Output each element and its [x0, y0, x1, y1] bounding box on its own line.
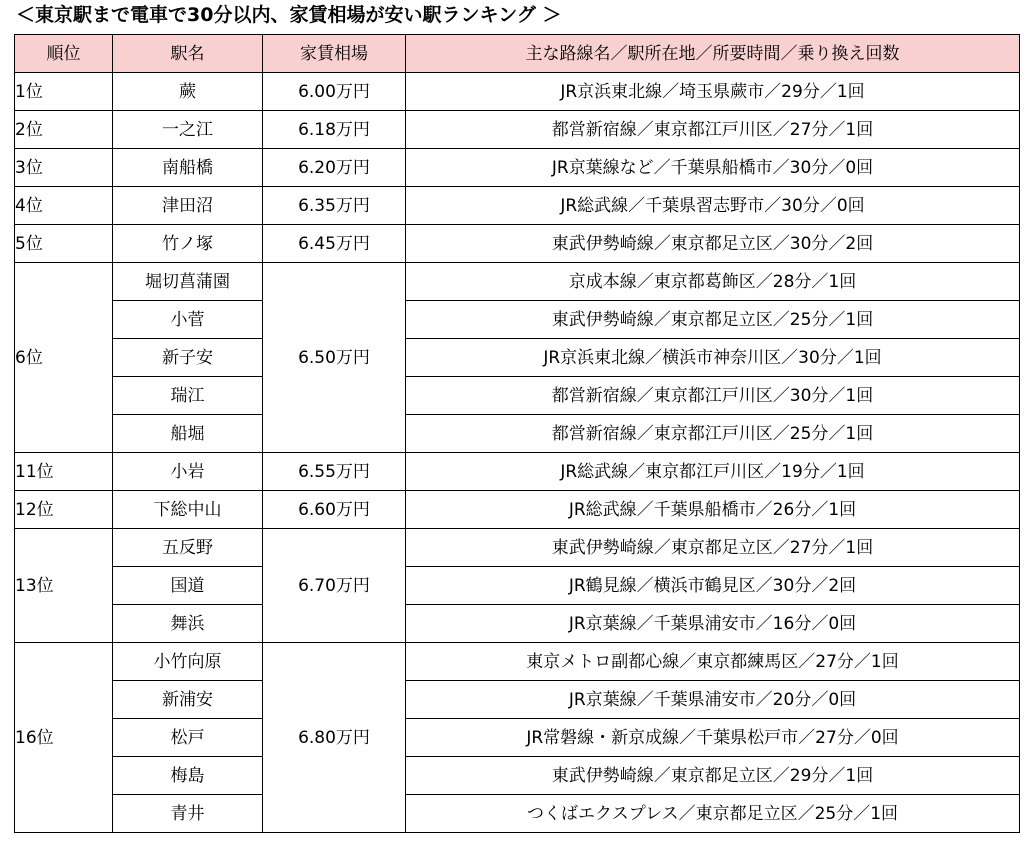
route-info-cell: つくばエクスプレス／東京都足立区／25分／1回	[406, 795, 1020, 833]
station-name-cell: 新子安	[113, 339, 263, 377]
header-station: 駅名	[113, 35, 263, 73]
table-row	[15, 681, 1020, 719]
route-info-cell: 都営新宿線／東京都江戸川区／30分／1回	[406, 377, 1020, 415]
table-row	[15, 415, 1020, 453]
header-rank: 順位	[15, 35, 113, 73]
rent-cell: 6.45万円	[263, 225, 406, 263]
table-row	[15, 149, 1020, 187]
ranking-body	[15, 73, 1020, 833]
rank-cell: 6位	[15, 263, 113, 453]
station-name-cell: 小菅	[113, 301, 263, 339]
rent-cell: 6.20万円	[263, 149, 406, 187]
rent-cell: 6.60万円	[263, 491, 406, 529]
route-info-cell: JR京葉線／千葉県浦安市／16分／0回	[406, 605, 1020, 643]
table-row	[15, 225, 1020, 263]
table-row	[15, 719, 1020, 757]
rent-cell: 6.55万円	[263, 453, 406, 491]
route-info-cell: JR総武線／千葉県船橋市／26分／1回	[406, 491, 1020, 529]
route-info-cell: 都営新宿線／東京都江戸川区／27分／1回	[406, 111, 1020, 149]
table-row	[15, 529, 1020, 567]
rent-cell: 6.50万円	[263, 263, 406, 453]
rent-cell: 6.80万円	[263, 643, 406, 833]
rank-cell: 16位	[15, 643, 113, 833]
table-row	[15, 795, 1020, 833]
station-name-cell: 一之江	[113, 111, 263, 149]
station-name-cell: 瑞江	[113, 377, 263, 415]
table-row	[15, 339, 1020, 377]
station-name-cell: 梅島	[113, 757, 263, 795]
rent-cell: 6.00万円	[263, 73, 406, 111]
station-name-cell: 下総中山	[113, 491, 263, 529]
station-name-cell: 津田沼	[113, 187, 263, 225]
rank-cell: 1位	[15, 73, 113, 111]
rent-cell: 6.70万円	[263, 529, 406, 643]
station-name-cell: 舞浜	[113, 605, 263, 643]
route-info-cell: 京成本線／東京都葛飾区／28分／1回	[406, 263, 1020, 301]
rank-cell: 3位	[15, 149, 113, 187]
table-row	[15, 111, 1020, 149]
station-name-cell: 南船橋	[113, 149, 263, 187]
station-name-cell: 小岩	[113, 453, 263, 491]
table-row	[15, 73, 1020, 111]
route-info-cell: 東武伊勢崎線／東京都足立区／27分／1回	[406, 529, 1020, 567]
route-info-cell: JR京葉線／千葉県浦安市／20分／0回	[406, 681, 1020, 719]
route-info-cell: JR常磐線・新京成線／千葉県松戸市／27分／0回	[406, 719, 1020, 757]
station-name-cell: 松戸	[113, 719, 263, 757]
page-title: ＜東京駅まで電車で30分以内、家賃相場が安い駅ランキング ＞	[16, 4, 562, 26]
station-name-cell: 小竹向原	[113, 643, 263, 681]
table-row	[15, 643, 1020, 681]
table-row	[15, 605, 1020, 643]
station-name-cell: 堀切菖蒲園	[113, 263, 263, 301]
rank-cell: 4位	[15, 187, 113, 225]
route-info-cell: JR京浜東北線／埼玉県蕨市／29分／1回	[406, 73, 1020, 111]
route-info-cell: JR総武線／千葉県習志野市／30分／0回	[406, 187, 1020, 225]
station-name-cell: 竹ノ塚	[113, 225, 263, 263]
rent-cell: 6.18万円	[263, 111, 406, 149]
rank-cell: 2位	[15, 111, 113, 149]
ranking-table	[14, 34, 1020, 833]
route-info-cell: 東武伊勢崎線／東京都足立区／30分／2回	[406, 225, 1020, 263]
route-info-cell: JR鶴見線／横浜市鶴見区／30分／2回	[406, 567, 1020, 605]
route-info-cell: 東京メトロ副都心線／東京都練馬区／27分／1回	[406, 643, 1020, 681]
table-row	[15, 491, 1020, 529]
table-row	[15, 263, 1020, 301]
station-name-cell: 国道	[113, 567, 263, 605]
station-name-cell: 新浦安	[113, 681, 263, 719]
rank-cell: 12位	[15, 491, 113, 529]
table-row	[15, 301, 1020, 339]
route-info-cell: JR京浜東北線／横浜市神奈川区／30分／1回	[406, 339, 1020, 377]
header-rent: 家賃相場	[263, 35, 406, 73]
station-name-cell: 船堀	[113, 415, 263, 453]
rank-cell: 13位	[15, 529, 113, 643]
rank-cell: 11位	[15, 453, 113, 491]
rent-cell: 6.35万円	[263, 187, 406, 225]
station-name-cell: 青井	[113, 795, 263, 833]
route-info-cell: JR総武線／東京都江戸川区／19分／1回	[406, 453, 1020, 491]
station-name-cell: 五反野	[113, 529, 263, 567]
table-row	[15, 453, 1020, 491]
route-info-cell: 都営新宿線／東京都江戸川区／25分／1回	[406, 415, 1020, 453]
table-row	[15, 757, 1020, 795]
table-row	[15, 187, 1020, 225]
header-info: 主な路線名／駅所在地／所要時間／乗り換え回数	[406, 35, 1020, 73]
route-info-cell: 東武伊勢崎線／東京都足立区／25分／1回	[406, 301, 1020, 339]
rank-cell: 5位	[15, 225, 113, 263]
station-name-cell: 蕨	[113, 73, 263, 111]
header-row	[15, 35, 1020, 73]
table-row	[15, 377, 1020, 415]
route-info-cell: 東武伊勢崎線／東京都足立区／29分／1回	[406, 757, 1020, 795]
table-row	[15, 567, 1020, 605]
route-info-cell: JR京葉線など／千葉県船橋市／30分／0回	[406, 149, 1020, 187]
